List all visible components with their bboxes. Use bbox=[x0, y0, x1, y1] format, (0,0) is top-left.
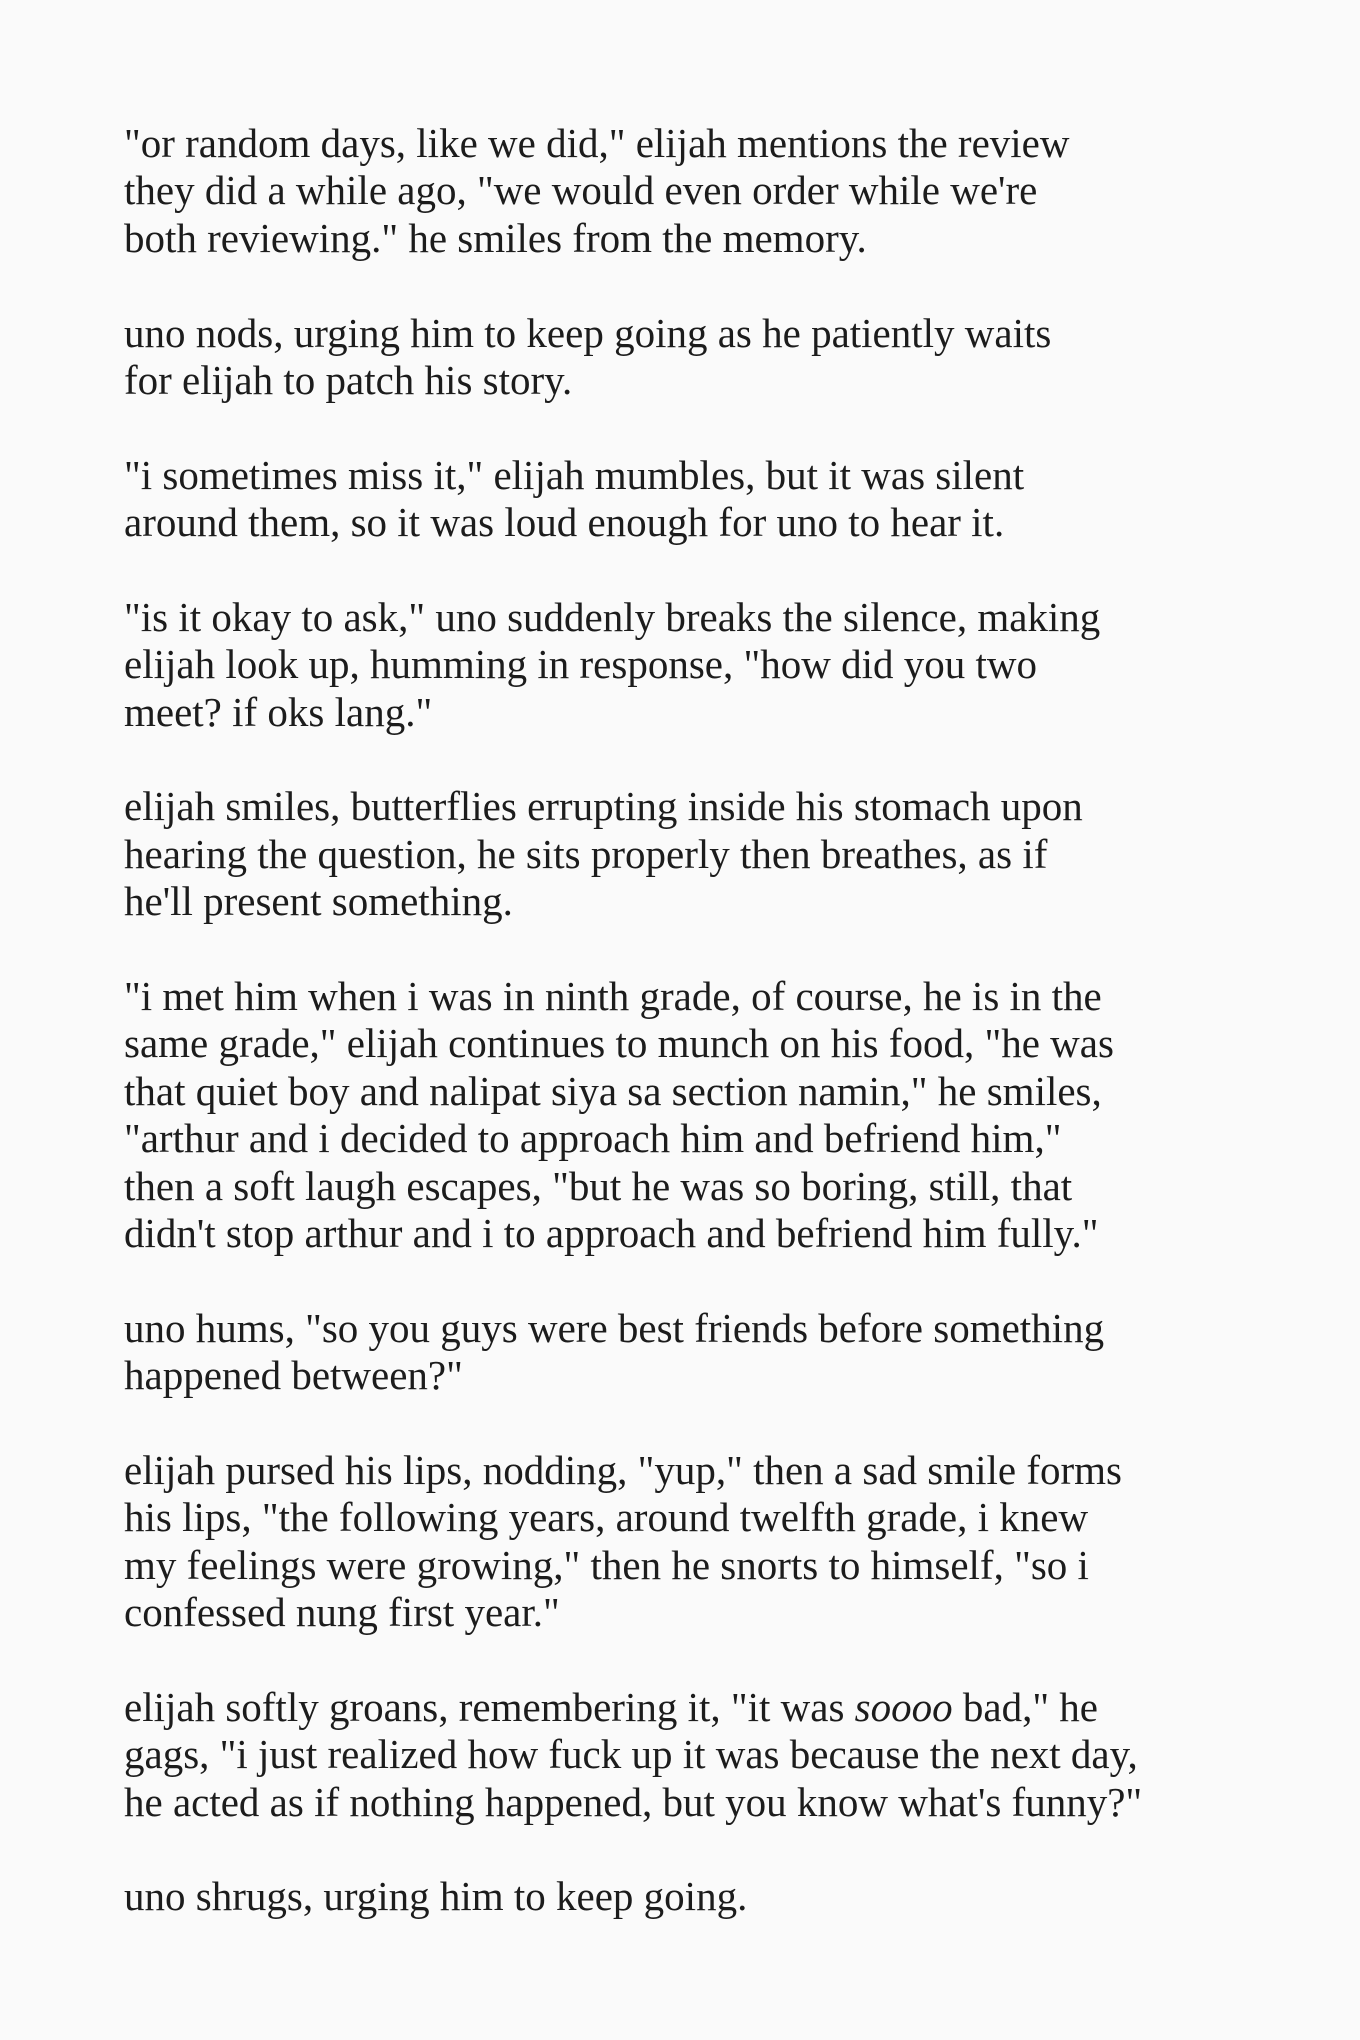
text-line: "or random days, like we did," elijah mentions the review bbox=[124, 120, 1070, 166]
text-line: uno shrugs, urging him to keep going. bbox=[124, 1873, 748, 1920]
text-line: they did a while ago, "we would even order while we're bbox=[124, 167, 1038, 214]
text-line: "is it okay to ask," uno suddenly breaks the silence, making bbox=[124, 593, 1101, 640]
paragraph bbox=[124, 1447, 1254, 1637]
text-line: confessed nung first year." bbox=[124, 1589, 560, 1636]
paragraph bbox=[124, 120, 1254, 262]
text-line: same grade," elijah continues to munch on his food, "he was bbox=[124, 1020, 1114, 1067]
text-line: happened between?" bbox=[124, 1352, 463, 1399]
text-segment: bad," he bbox=[952, 1683, 1099, 1730]
text-line bbox=[124, 1684, 1254, 1731]
text-line: didn't stop arthur and i to approach and befriend him fully." bbox=[124, 1209, 1099, 1256]
paragraph bbox=[124, 310, 1254, 405]
text-line: "arthur and i decided to approach him and befriend him," bbox=[124, 1115, 1062, 1162]
text-line: uno hums, "so you guys were best friends before something bbox=[124, 1304, 1105, 1351]
text-line: both reviewing." he smiles from the memory. bbox=[124, 214, 867, 261]
italic-emphasis: soooo bbox=[854, 1683, 953, 1730]
text-line: for elijah to patch his story. bbox=[124, 356, 573, 403]
text-line: elijah smiles, butterflies errupting inside his stomach upon bbox=[124, 783, 1083, 830]
text-segment: elijah softly groans, remembering it, "it was bbox=[124, 1683, 855, 1730]
text-line: around them, so it was loud enough for uno to hear it. bbox=[124, 499, 1005, 546]
text-line: my feelings were growing," then he snorts to himself, "so i bbox=[124, 1541, 1089, 1588]
text-line: elijah look up, humming in response, "how did you two bbox=[124, 641, 1037, 688]
text-line: he'll present something. bbox=[124, 878, 513, 925]
text-line: "i sometimes miss it," elijah mumbles, but it was silent bbox=[124, 451, 1025, 498]
paragraph bbox=[124, 1305, 1254, 1400]
text-line: hearing the question, he sits properly then breathes, as if bbox=[124, 830, 1048, 877]
paragraph bbox=[124, 973, 1254, 1257]
text-line: uno nods, urging him to keep going as he patiently waits bbox=[124, 309, 1052, 356]
text-line: that quiet boy and nalipat siya sa section namin," he smiles, bbox=[124, 1067, 1102, 1114]
text-line: "i met him when i was in ninth grade, of course, he is in the bbox=[124, 973, 1102, 1020]
paragraph bbox=[124, 783, 1254, 925]
paragraph bbox=[124, 1684, 1254, 1826]
text-line: gags, "i just realized how fuck up it was because the next day, bbox=[124, 1731, 1138, 1778]
paragraph bbox=[124, 1873, 1254, 1920]
text-line: meet? if oks lang." bbox=[124, 688, 433, 735]
paragraph bbox=[124, 594, 1254, 736]
text-line: then a soft laugh escapes, "but he was so boring, still, that bbox=[124, 1162, 1073, 1209]
text-line: he acted as if nothing happened, but you know what's funny?" bbox=[124, 1778, 1143, 1825]
text-line: his lips, "the following years, around twelfth grade, i knew bbox=[124, 1494, 1089, 1541]
text-line: elijah pursed his lips, nodding, "yup," then a sad smile forms bbox=[124, 1446, 1122, 1493]
paragraph bbox=[124, 452, 1254, 547]
story-text bbox=[124, 120, 1254, 1968]
